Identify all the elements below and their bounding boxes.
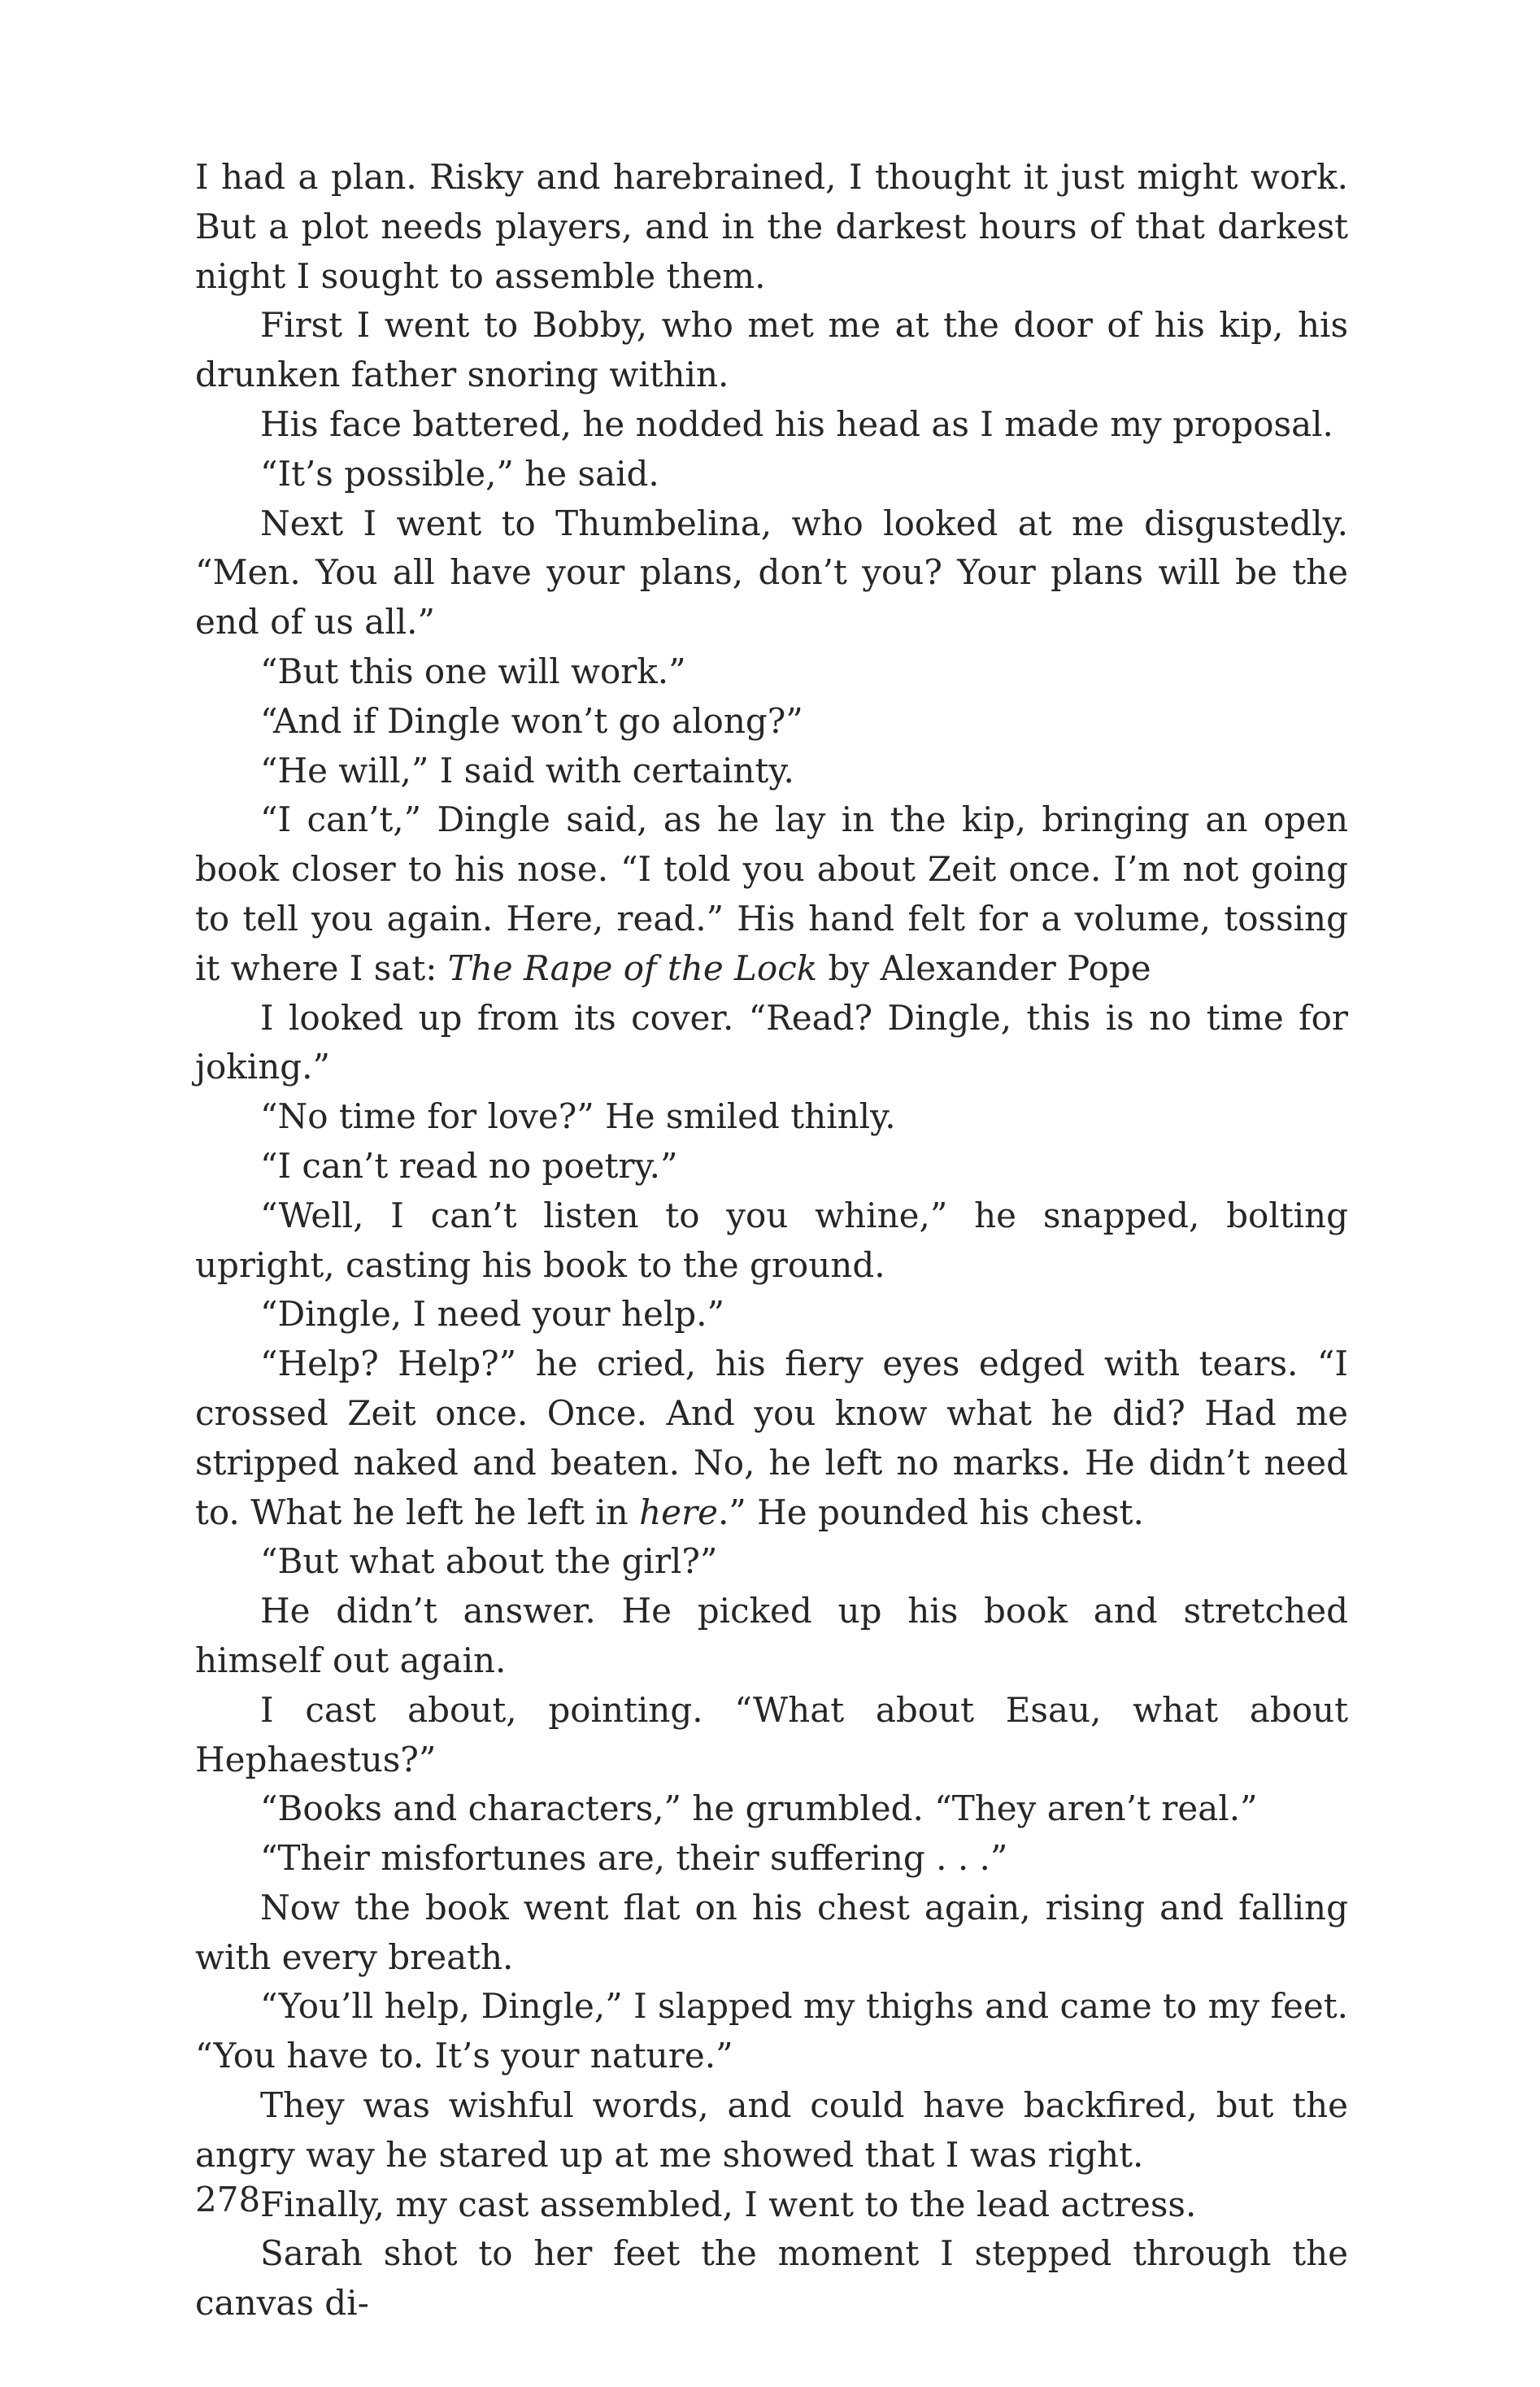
paragraph: Sarah shot to her feet the moment I stepped through the canvas di- — [195, 2233, 1348, 2324]
paragraph: I looked up from its cover. “Read? Dingle, this is no time for joking.” — [195, 997, 1348, 1087]
paragraph-text: “I can’t,” Dingle said, as he lay in the kip, bringing an open book closer to his nose. “I told you about Zeit once. I’m not going to tell you again. Here, read.” His hand felt for a volume, tossing it where I sat: — [195, 799, 1348, 988]
paragraph: “He will,” I said with certainty. — [260, 750, 794, 791]
paragraph: “You’ll help, Dingle,” I slapped my thighs and came to my feet. “You have to. It’s your nature.” — [195, 1986, 1348, 2076]
paragraph: “Books and characters,” he grumbled. “They aren’t real.” — [260, 1788, 1258, 1829]
paragraph: “But this one will work.” — [260, 651, 686, 691]
paragraph: “But what about the girl?” — [260, 1541, 718, 1582]
paragraph: He didn’t answer. He picked up his book and stretched himself out again. — [195, 1591, 1348, 1680]
paragraph-text: by Alexander Pope — [817, 947, 1151, 988]
paragraph: His face battered, he nodded his head as I made my proposal. — [260, 403, 1333, 444]
paragraph: “Well, I can’t listen to you whine,” he snapped, bolting upright, casting his book to the ground. — [195, 1195, 1348, 1285]
paragraph-text: “Help? Help?” he cried, his fiery eyes edged with tears. “I crossed Zeit once. Once. And you know what he did? Had me stripped naked and beaten. No, he left no marks. He didn’t need to. What he left he left in — [195, 1344, 1348, 1532]
paragraph: “And if Dingle won’t go along?” — [260, 700, 803, 741]
paragraph — [195, 1339, 1348, 1537]
page-number: 278 — [195, 2180, 261, 2219]
paragraph: I cast about, pointing. “What about Esau, what about Hephaestus?” — [195, 1689, 1348, 1779]
paragraph: “Their misfortunes are, their suffering . . .” — [260, 1838, 1008, 1879]
paragraph: I had a plan. Risky and harebrained, I thought it just might work. But a plot needs players, and in the darkest hours of that darkest night I sought to assemble them. — [195, 157, 1348, 296]
paragraph: “It’s possible,” he said. — [260, 453, 659, 494]
body-text — [195, 153, 1348, 2328]
paragraph: “No time for love?” He smiled thinly. — [260, 1096, 896, 1137]
paragraph — [195, 795, 1348, 993]
book-title: The Rape of the Lock — [447, 947, 818, 988]
paragraph: Now the book went flat on his chest again, rising and falling with every breath. — [195, 1887, 1348, 1977]
paragraph: They was wishful words, and could have backfired, but the angry way he stared up at me showed that I was right. — [195, 2085, 1348, 2175]
paragraph-text: .” He pounded his chest. — [717, 1492, 1144, 1532]
paragraph: Next I went to Thumbelina, who looked at me disgustedly. “Men. You all have your plans, don’t you? Your plans will be the end of us all.” — [195, 503, 1348, 642]
paragraph: “I can’t read no poetry.” — [260, 1145, 678, 1186]
paragraph: “Dingle, I need your help.” — [260, 1294, 724, 1335]
emphasis: here — [639, 1492, 718, 1532]
paragraph: Finally, my cast assembled, I went to the lead actress. — [260, 2184, 1197, 2224]
paragraph: First I went to Bobby, who met me at the door of his kip, his drunken father snoring within. — [195, 305, 1348, 395]
